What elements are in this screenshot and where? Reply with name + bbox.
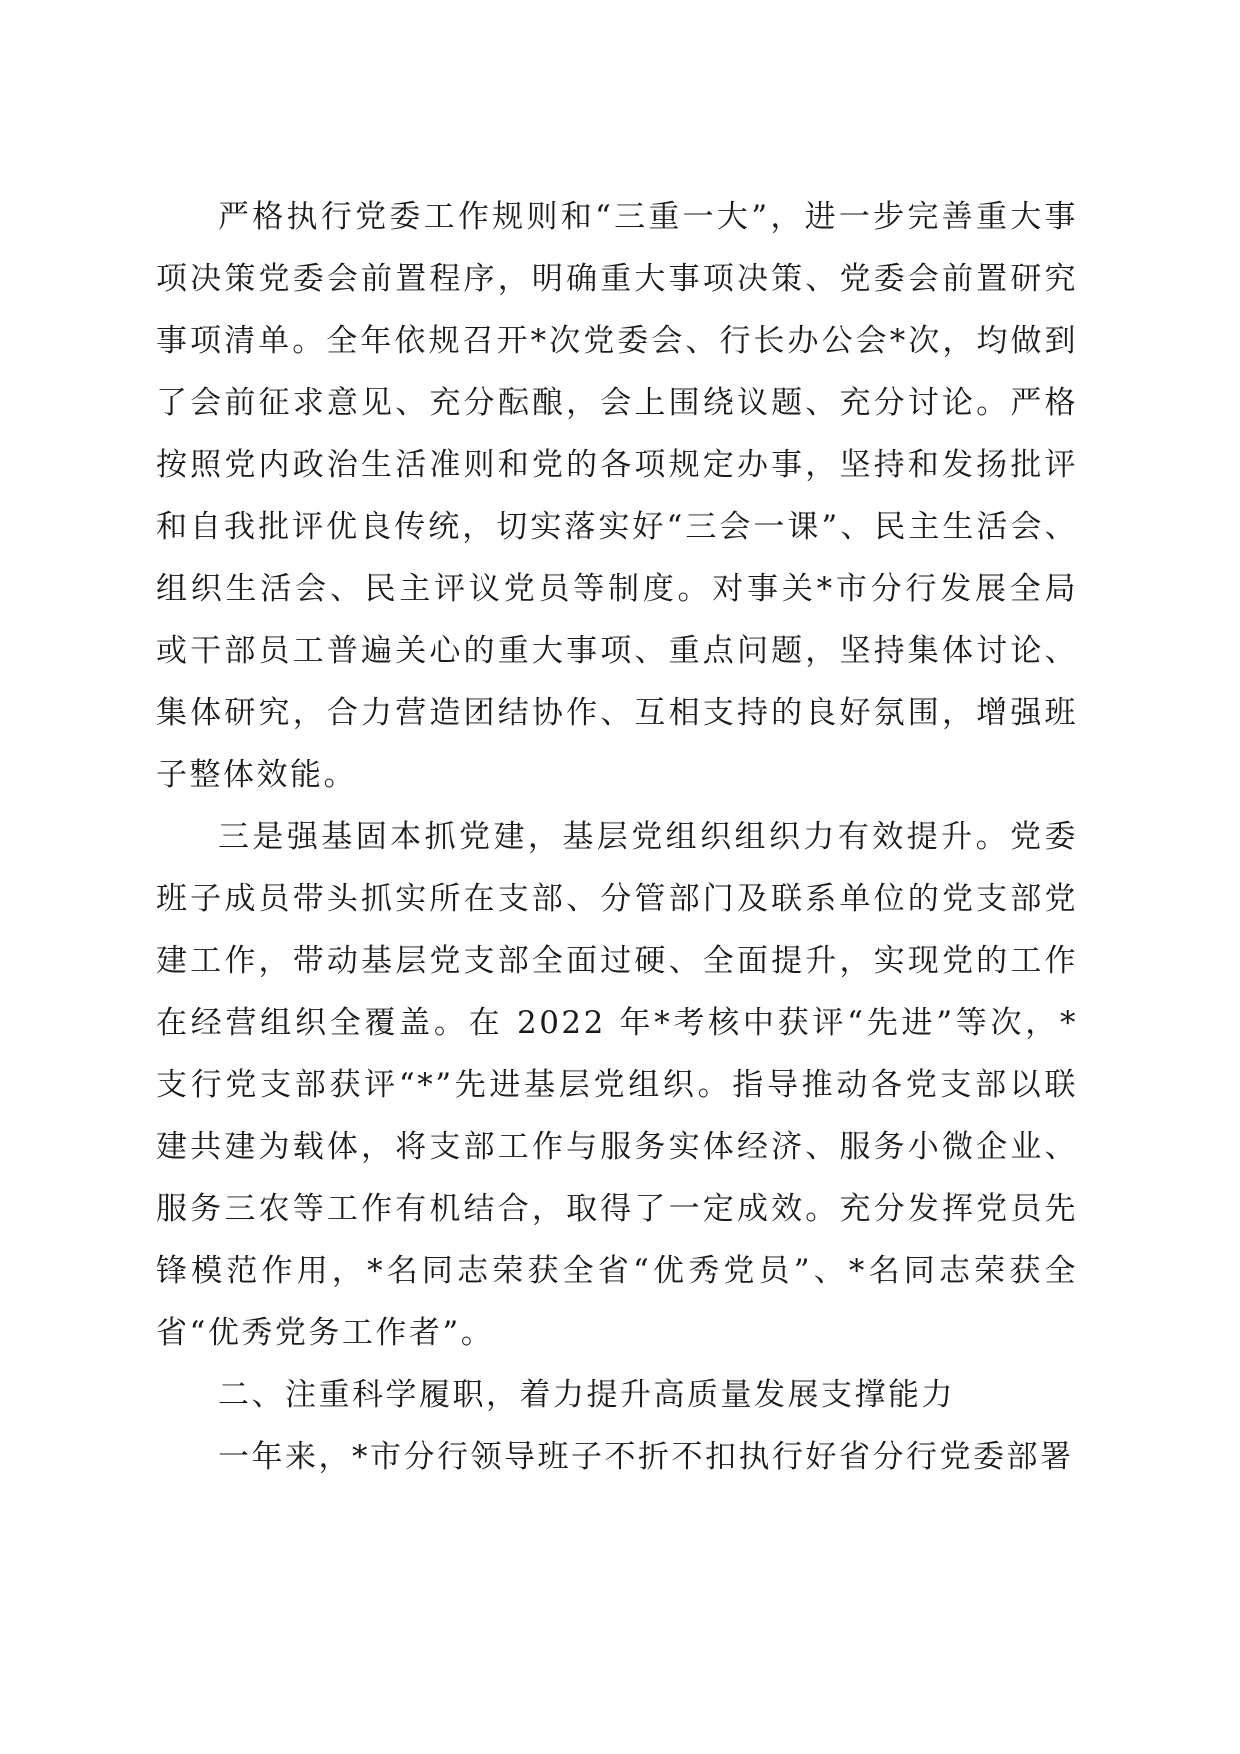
- paragraph-year-review: 一年来，*市分行领导班子不折不扣执行好省分行党委部署: [218, 1439, 1074, 1475]
- section-heading: 二、注重科学履职，着力提升高质量发展支撑能力: [218, 1377, 955, 1413]
- paragraph-party-building: 三是强基固本抓党建，基层党组织组织力有效提升。党委班子成员带头抓实所在支部、分管部门及联系单位的党支部党建工作，带动基层党支部全面过硬、全面提升，实现党的工作在经营组织全覆盖。在 2022 年*考核中获评“先进”等次，*支行党支部获评“*”先进基层党组织。指导推动各党支部以联建共建为载体，将支部工作与服务实体经济、服务小微企业、服务三农等工作有机结合，取得了一定成效。充分发挥党员先锋模范作用，*名同志荣获全省“优秀党员”、*名同志荣获全省“优秀党务工作者”。: [156, 819, 1078, 1351]
- document-body: [156, 186, 1078, 1488]
- paragraph-decision-rules: 严格执行党委工作规则和“三重一大”，进一步完善重大事项决策党委会前置程序，明确重大事项决策、党委会前置研究事项清单。全年依规召开*次党委会、行长办公会*次，均做到了会前征求意见、充分酝酿，会上围绕议题、充分讨论。严格按照党内政治生活准则和党的各项规定办事，坚持和发扬批评和自我批评优良传统，切实落实好“三会一课”、民主生活会、组织生活会、民主评议党员等制度。对事关*市分行发展全局或干部员工普遍关心的重大事项、重点问题，坚持集体讨论、集体研究，合力营造团结协作、互相支持的良好氛围，增强班子整体效能。: [156, 199, 1078, 793]
